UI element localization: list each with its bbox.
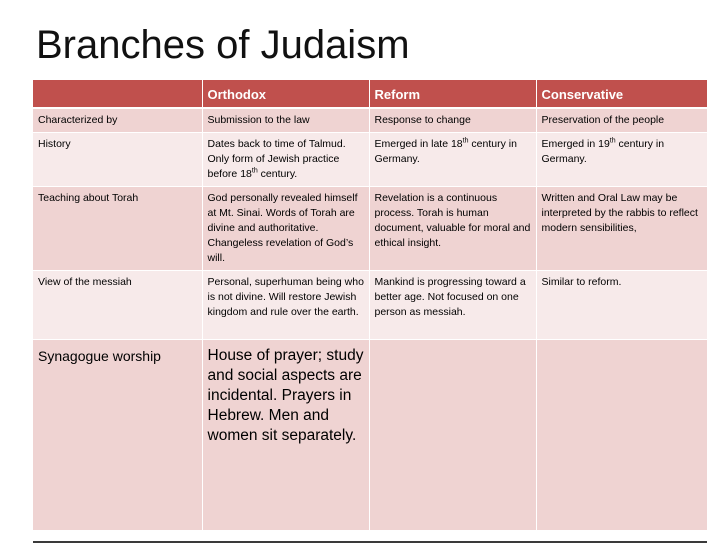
cell-orthodox: House of prayer; study and social aspects are incidental. Prayers in Hebrew. Men and women sit separately.	[202, 340, 369, 531]
cell-conservative	[536, 133, 707, 187]
row-label: Characterized by	[33, 108, 202, 133]
cell-orthodox: Submission to the law	[202, 108, 369, 133]
cell-text: Emerged in late 18	[374, 138, 463, 150]
cell-reform	[369, 340, 536, 531]
cell-reform	[369, 133, 536, 187]
cell-orthodox: Personal, superhuman being who is not divine. Will restore Jewish kingdom and rule over the earth.	[202, 271, 369, 340]
cell-text: century in Germany.	[374, 138, 517, 165]
header-blank-cell	[33, 80, 202, 108]
row-label: Synagogue worship	[33, 340, 202, 531]
cell-conservative: Similar to reform.	[536, 271, 707, 340]
slide-title: Branches of Judaism	[36, 23, 410, 67]
cell-reform: Response to change	[369, 108, 536, 133]
header-reform: Reform	[369, 80, 536, 108]
cell-conservative	[536, 340, 707, 531]
cell-orthodox	[202, 133, 369, 187]
table-row	[33, 133, 707, 187]
cell-reform: Mankind is progressing toward a better age. Not focused on one person as messiah.	[369, 271, 536, 340]
cell-text: century in Germany.	[541, 138, 665, 165]
ordinal-suffix: th	[609, 137, 616, 145]
cell-text: century.	[257, 168, 298, 180]
branches-table	[33, 80, 707, 531]
table-row	[33, 108, 707, 133]
table-header-row	[33, 80, 707, 108]
table-row	[33, 340, 707, 531]
cell-text: Emerged in 19	[541, 138, 610, 150]
cell-text: Dates back to time of Talmud. Only form of Jewish practice before 18	[207, 138, 346, 180]
ordinal-suffix: th	[462, 137, 469, 145]
header-orthodox: Orthodox	[202, 80, 369, 108]
cell-conservative: Preservation of the people	[536, 108, 707, 133]
ordinal-suffix: th	[251, 167, 258, 175]
table-row	[33, 271, 707, 340]
cell-conservative: Written and Oral Law may be interpreted by the rabbis to reflect modern sensibilities,	[536, 187, 707, 271]
table-bottom-rule	[33, 541, 707, 543]
table-row	[33, 187, 707, 271]
cell-orthodox: God personally revealed himself at Mt. Sinai. Words of Torah are divine and authoritative. Changeless revelation of God’s will.	[202, 187, 369, 271]
row-label: History	[33, 133, 202, 187]
cell-reform: Revelation is a continuous process. Torah is human document, valuable for moral and ethical insight.	[369, 187, 536, 271]
row-label: View of the messiah	[33, 271, 202, 340]
header-conservative: Conservative	[536, 80, 707, 108]
row-label: Teaching about Torah	[33, 187, 202, 271]
